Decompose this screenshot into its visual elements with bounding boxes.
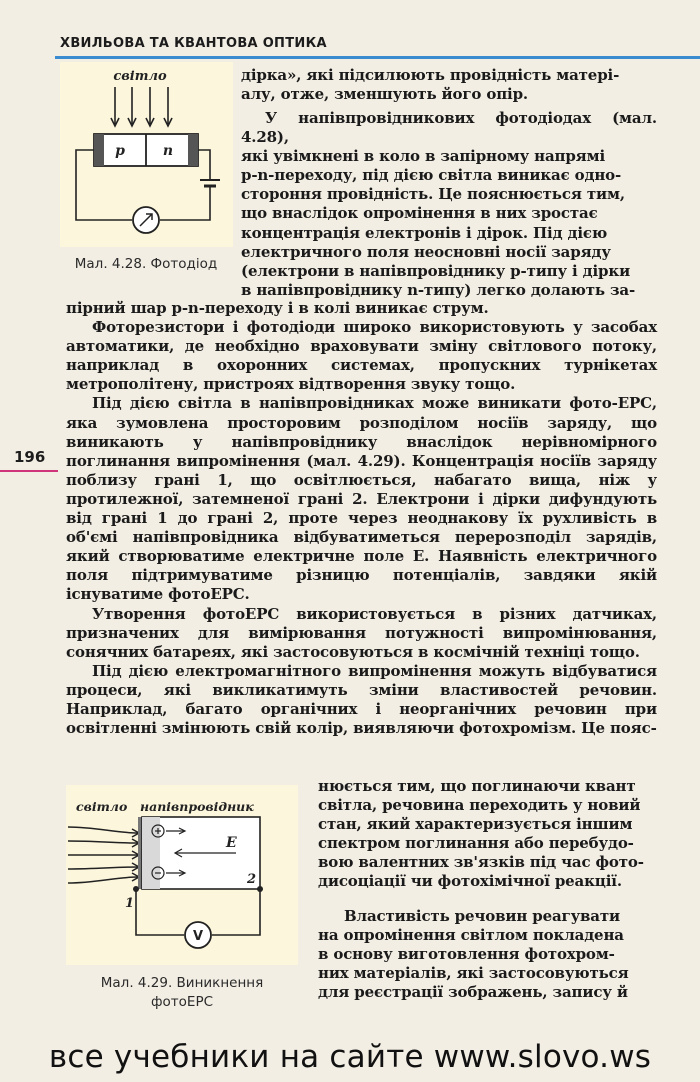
paragraph-6-cont <box>318 777 657 892</box>
fig429-voltmeter <box>185 922 211 948</box>
paragraph-2-top <box>241 109 657 300</box>
p7-line-2: на опромінення світлом покладена <box>318 926 624 945</box>
fig428-meter <box>133 207 159 233</box>
fig429-caption-line-1: Мал. 4.29. Виникнення <box>100 975 264 991</box>
fig428-p-label: p <box>115 143 125 159</box>
p2-line-1: які увімкнені в коло в запірному напрямі <box>241 147 606 166</box>
figure-4-28-caption: Мал. 4.28. Фотодіод <box>74 256 218 272</box>
p2-line-5: концентрація електронів і дірок. Під дією <box>241 223 608 242</box>
p2-end: пірний шар p-n-переходу і в колі виникає струм. <box>66 299 489 317</box>
paragraph-5: Утворення фотоЕРС використовується в різних датчиках, призначених для вимірювання потужності випромінювання, сонячних батареях, які застосовуються в космічній техніці тощо. <box>66 604 657 661</box>
fig429-face1-label: 1 <box>124 896 134 911</box>
p6-line-3: стан, який характеризується іншим <box>318 815 633 834</box>
fig429-face2-label: 2 <box>246 872 256 887</box>
p2-line-3: стороння провідність. Це пояснюється тим, <box>241 185 625 204</box>
p6-line-4: спектром поглинання або перебудо- <box>318 834 634 853</box>
fig428-n-label: n <box>162 143 174 159</box>
fig428-battery <box>200 180 220 194</box>
fig429-caption-line-2: фотоЕРС <box>150 994 214 1010</box>
p7-line-1: Властивість речовин реагувати <box>344 907 620 925</box>
fig429-semiconductor-label: напівпровідник <box>140 799 254 814</box>
figure-4-28-photodiode <box>60 62 233 247</box>
paragraph-6: Під дією електромагнітного випромінення можуть відбуватися процеси, які викликатимуть зміни властивостей речовин. Наприклад, багато органічних і неорганічних речовин при освітленні змінюють свій колір, виявляючи фотохромізм. Це пояс- <box>66 661 657 738</box>
fig428-light-arrows <box>111 87 172 126</box>
p2-line-6: електричного поля неосновні носії заряду <box>241 242 611 261</box>
p2-line-7: (електрони в напівпровіднику p-типу і дірки <box>241 261 631 280</box>
page-number-rule <box>0 470 58 472</box>
p6-line-5: вою валентних зв'язків під час фото- <box>318 853 644 872</box>
p7-line-4: них матеріалів, які застосовуються <box>318 964 629 983</box>
paragraph-7 <box>318 907 657 1002</box>
p1-line-1: дірка», які підсилюють провідність матері- <box>241 66 620 84</box>
chapter-title: ХВИЛЬОВА ТА КВАНТОВА ОПТИКА <box>60 36 327 51</box>
figure-4-29-caption <box>66 974 298 1012</box>
fig428-light-label: світло <box>113 69 167 84</box>
p7-line-3: в основу виготовлення фотохром- <box>318 945 615 964</box>
p2-line-8: в напівпровіднику n-типу) легко долають за- <box>241 280 636 299</box>
page-number: 196 <box>14 448 46 466</box>
p2-line-2: p-n-переходу, під дією світла виникає одно- <box>241 166 622 185</box>
paragraph-main <box>66 299 657 738</box>
footer-banner: все учебники на сайте www.slovo.ws <box>48 1039 652 1075</box>
p2-intro: У напівпровідникових фотодіодах (мал. 4.28), <box>241 109 657 147</box>
fig429-light-label: світло <box>76 799 128 814</box>
p2-line-4: що внаслідок опромінення в них зростає <box>241 204 598 223</box>
page-header <box>0 0 700 58</box>
p6-line-6: дисоціації чи фотохімічної реакції. <box>318 872 622 891</box>
p6-line-1: нюється тим, що поглинаючи квант <box>318 777 636 795</box>
p1-line-2: алу, отже, зменшують його опір. <box>241 85 528 104</box>
header-rule <box>55 56 700 59</box>
p6-line-2: світла, речовина переходить у новий <box>318 796 641 815</box>
fig429-light-arrows <box>68 827 139 883</box>
paragraph-4: Під дією світла в напівпровідниках може виникати фото-ЕРС, яка зумовлена просторовим розподілом носіїв заряду, що виникають у напівпровіднику внаслідок нерівномірного поглинання випромінення (мал. 4.29). Концентрація носіїв заряду поблизу грані 1, що освітлюється, набагато вища, ніж у протилежної, затемненої грані 2. Електрони і дірки дифундують від грані 1 до грані 2, проте через неоднакову їх рухливість в об'ємі напівпровідника відбуватиметься перерозподіл зарядів, який створюватиме електричне поле E. Наявність електричного поля підтримуватиме різницю потенціалів, завдяки якій існуватиме фотоЕРС. <box>66 394 657 604</box>
fig429-field-label: E <box>226 835 237 851</box>
p7-line-5: для реєстрації зображень, запису й <box>318 983 628 1002</box>
paragraph-3: Фоторезистори і фотодіоди широко використовують у засобах автоматики, де необхідно враховувати зміну світлового потоку, наприклад в охоронних системах, пропускних турнікетах метрополітену, пристроях відтворення звуку тощо. <box>66 318 657 394</box>
fig429-voltmeter-label: V <box>192 929 204 944</box>
figure-4-29-photo-emf <box>66 785 298 965</box>
paragraph-1 <box>241 66 657 104</box>
